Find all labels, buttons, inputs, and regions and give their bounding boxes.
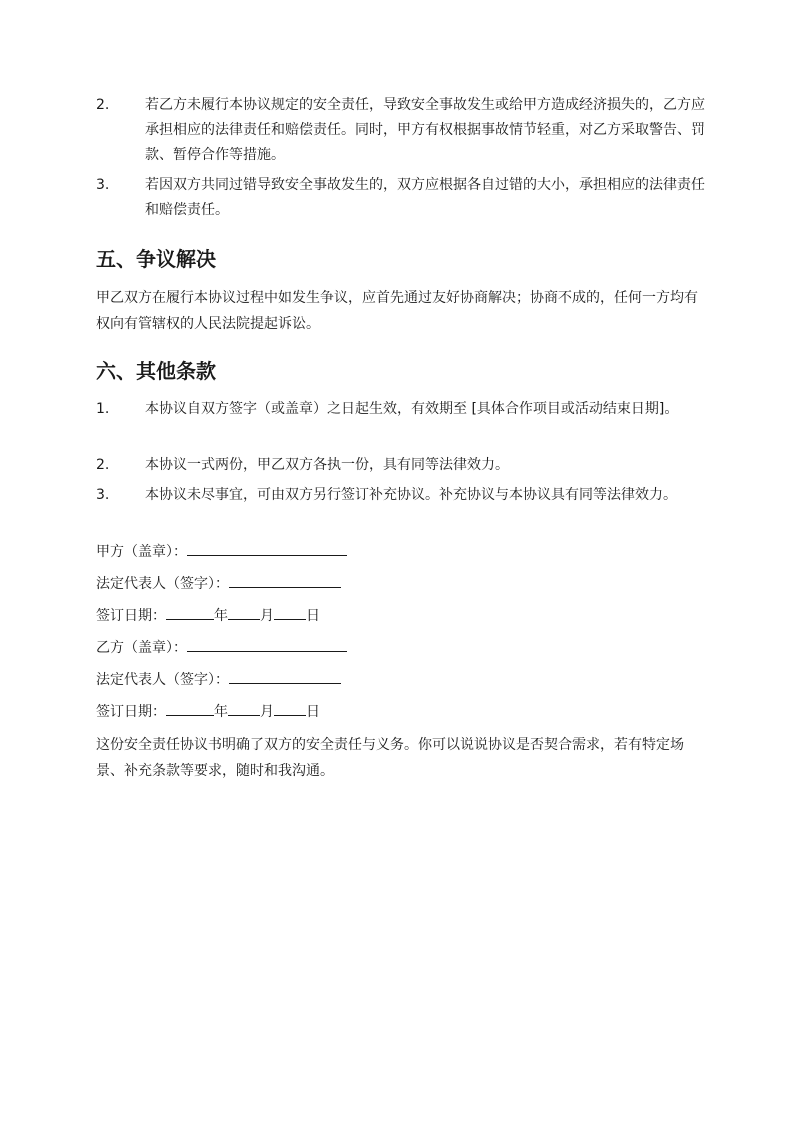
list-text: 本协议自双方签字（或盖章）之日起生效，有效期至 [具体合作项目或活动结束日期]。: [145, 401, 679, 417]
list-item: [96, 173, 706, 223]
date-b-label: 签订日期：: [96, 704, 166, 720]
signature-party-b: [96, 636, 347, 659]
list-number: 2.: [96, 457, 110, 473]
year-label: 年: [214, 608, 228, 624]
rep-a-label: 法定代表人（签字）：: [96, 576, 229, 592]
rep-b-label: 法定代表人（签字）：: [96, 672, 229, 688]
date-a-label: 签订日期：: [96, 608, 166, 624]
list-number: 1.: [96, 401, 110, 417]
party-b-seal-line[interactable]: [187, 636, 347, 652]
rep-a-sign-line[interactable]: [229, 572, 341, 588]
closing-paragraph: 这份安全责任协议书明确了双方的安全责任与义务。你可以说说协议是否契合需求，若有特定场景、补充条款等要求，随时和我沟通。: [96, 737, 684, 779]
year-label: 年: [214, 704, 228, 720]
date-a-day-line[interactable]: [274, 604, 306, 620]
date-a-year-line[interactable]: [166, 604, 214, 620]
party-a-seal-line[interactable]: [187, 540, 347, 556]
signature-rep-a: [96, 572, 341, 595]
day-label: 日: [306, 608, 320, 624]
list-number: 2.: [96, 97, 110, 113]
list-item: [96, 397, 706, 422]
date-b-day-line[interactable]: [274, 700, 306, 716]
day-label: 日: [306, 704, 320, 720]
list-text: 本协议未尽事宜，可由双方另行签订补充协议。补充协议与本协议具有同等法律效力。: [145, 487, 677, 503]
signature-party-a: [96, 540, 347, 563]
date-a-month-line[interactable]: [228, 604, 260, 620]
rep-b-sign-line[interactable]: [229, 668, 341, 684]
party-b-label: 乙方（盖章）：: [96, 640, 187, 656]
signature-date-b: [96, 700, 320, 723]
list-item: [96, 453, 706, 478]
list-item: [96, 483, 706, 508]
date-b-month-line[interactable]: [228, 700, 260, 716]
list-text: 若乙方未履行本协议规定的安全责任，导致安全事故发生或给甲方造成经济损失的，乙方应承担相应的法律责任和赔偿责任。同时，甲方有权根据事故情节轻重，对乙方采取警告、罚款、暂停合作等措施。: [145, 97, 705, 163]
list-text: 若因双方共同过错导致安全事故发生的，双方应根据各自过错的大小，承担相应的法律责任和赔偿责任。: [145, 177, 705, 218]
section-heading-other-terms: 六、其他条款: [96, 359, 216, 383]
list-number: 3.: [96, 177, 110, 193]
month-label: 月: [260, 704, 274, 720]
date-b-year-line[interactable]: [166, 700, 214, 716]
list-item: [96, 93, 706, 168]
signature-rep-b: [96, 668, 341, 691]
party-a-label: 甲方（盖章）：: [96, 544, 187, 560]
list-text: 本协议一式两份，甲乙双方各执一份，具有同等法律效力。: [145, 457, 509, 473]
dispute-paragraph: 甲乙双方在履行本协议过程中如发生争议，应首先通过友好协商解决；协商不成的，任何一方均有权向有管辖权的人民法院提起诉讼。: [96, 290, 698, 332]
month-label: 月: [260, 608, 274, 624]
section-heading-dispute: 五、争议解决: [96, 247, 216, 271]
list-number: 3.: [96, 487, 110, 503]
signature-date-a: [96, 604, 320, 627]
